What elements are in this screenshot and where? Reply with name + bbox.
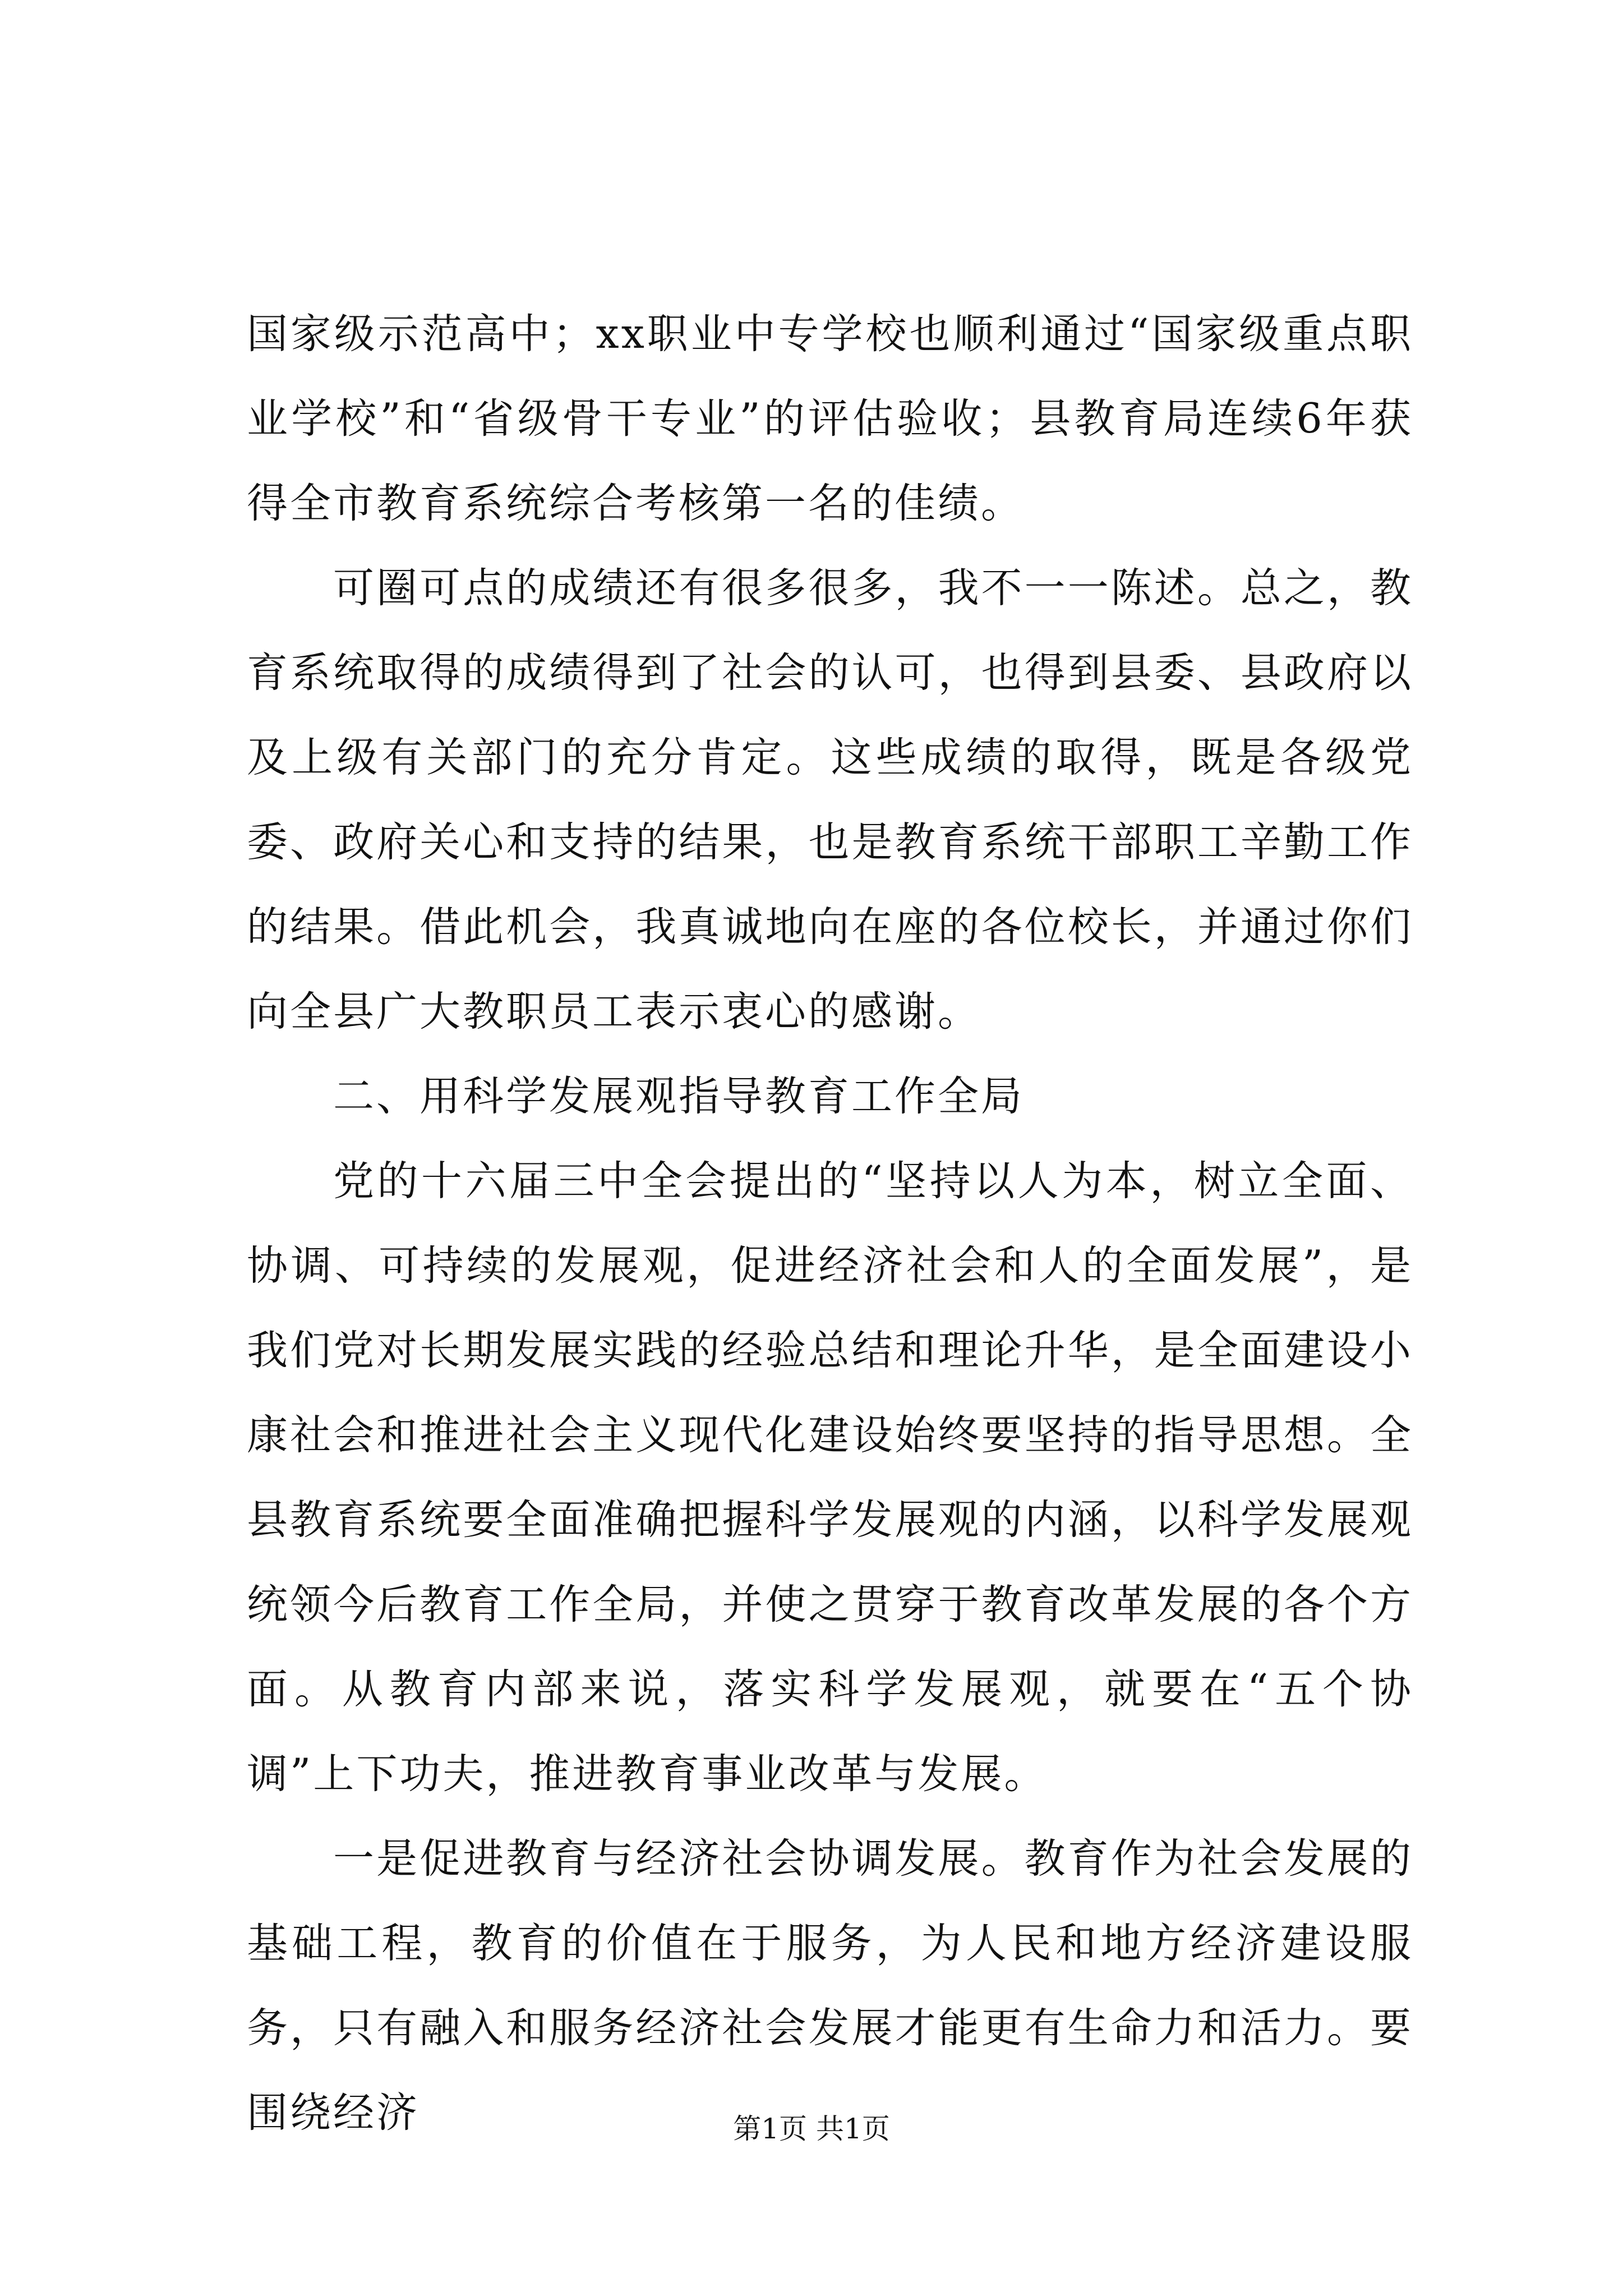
paragraph-1: 国家级示范高中；xx职业中专学校也顺利通过“国家级重点职业学校”和“省级骨干专业”的评估验收；县教育局连续6年获得全市教育系统综合考核第一名的佳绩。 (247, 310, 1413, 527)
page-number-footer: 第1页 共1页 (733, 2113, 890, 2145)
document-body (247, 292, 1413, 2155)
paragraph-2: 可圈可点的成绩还有很多很多，我不一一陈述。总之，教育系统取得的成绩得到了社会的认可，也得到县委、县政府以及上级有关部门的充分肯定。这些成绩的取得，既是各级党委、政府关心和支持的结果，也是教育系统干部职工辛勤工作的结果。借此机会，我真诚地向在座的各位校长，并通过你们向全县广大教职员工表示衷心的感谢。 (247, 564, 1413, 1036)
paragraph-4: 一是促进教育与经济社会协调发展。教育作为社会发展的基础工程，教育的价值在于服务，为人民和地方经济建设服务，只有融入和服务经济社会发展才能更有生命力和活力。要围绕经济 (247, 1835, 1413, 2137)
section-heading: 二、用科学发展观指导教育工作全局 (333, 1073, 1024, 1120)
paragraph-3: 党的十六届三中全会提出的“坚持以人为本，树立全面、协调、可持续的发展观，促进经济社会和人的全面发展”，是我们党对长期发展实践的经验总结和理论升华，是全面建设小康社会和推进社会主义现代化建设始终要坚持的指导思想。全县教育系统要全面准确把握科学发展观的内涵，以科学发展观统领今后教育工作全局，并使之贯穿于教育改革发展的各个方面。从教育内部来说，落实科学发展观，就要在“五个协调”上下功夫，推进教育事业改革与发展。 (247, 1157, 1413, 1798)
